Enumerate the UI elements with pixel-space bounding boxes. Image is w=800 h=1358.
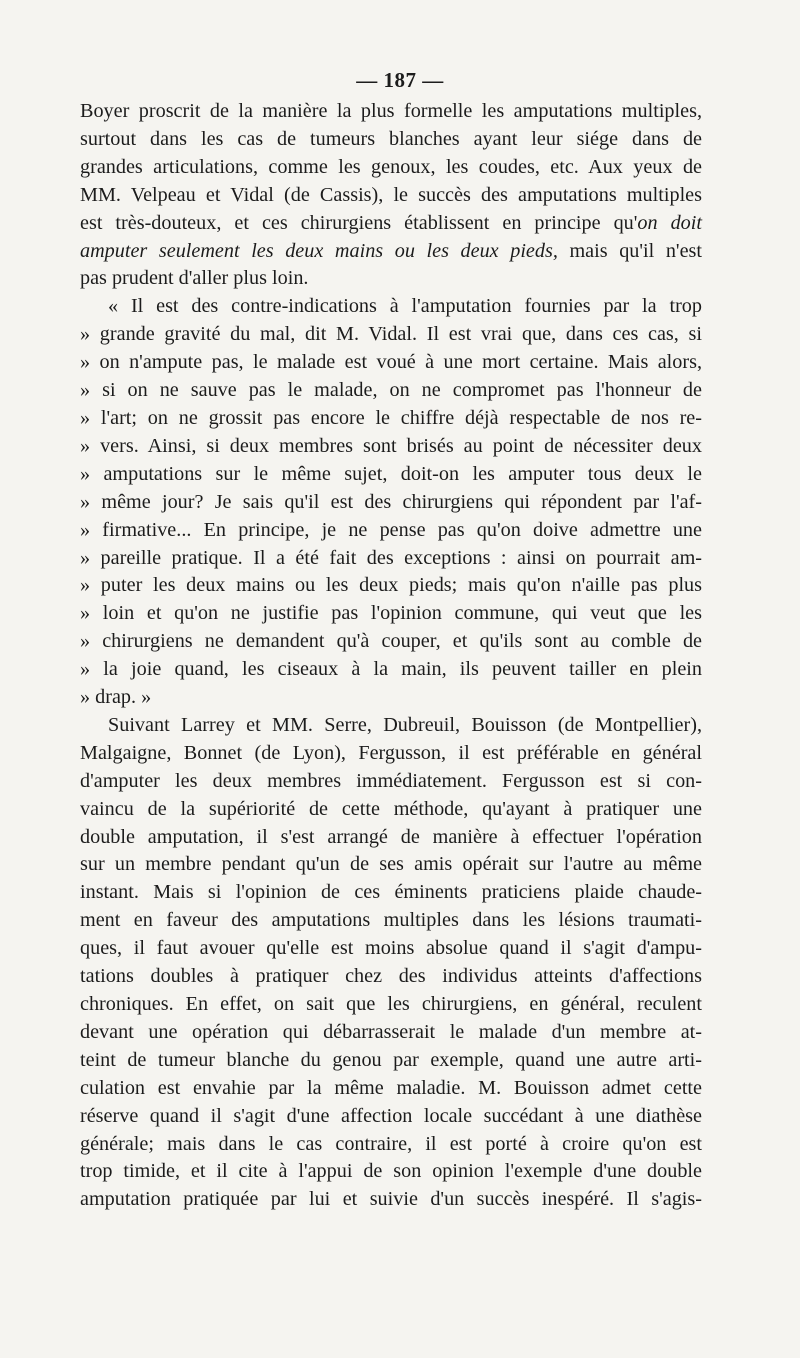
text-line: » chirurgiens ne demandent qu'à couper, et qu'ils sont au comble de [80, 630, 702, 653]
text-line: MM. Velpeau et Vidal (de Cassis), le succès des amputations multiples [80, 183, 702, 206]
text-line-mixed [80, 210, 702, 238]
italic-fragment: amputer seulement les deux mains ou les deux pieds, [80, 239, 558, 262]
text-line: » firmative... En principe, je ne pense pas qu'on doive admettre une [80, 518, 702, 541]
text-line: » puter les deux mains ou les deux pieds; mais qu'on n'aille pas plus [80, 574, 702, 597]
text-line: culation est envahie par la même maladie. M. Bouisson admet cette [80, 1076, 702, 1099]
text-line: instant. Mais si l'opinion de ces éminents praticiens plaide chaude- [80, 881, 702, 904]
text-line: ment en faveur des amputations multiples dans les lésions traumati- [80, 909, 702, 932]
text-line: « Il est des contre-indications à l'amputation fournies par la trop [108, 295, 702, 318]
text-line: pas prudent d'aller plus loin. [80, 267, 309, 290]
text-line: Malgaigne, Bonnet (de Lyon), Fergusson, il est préférable en général [80, 741, 702, 764]
text-line: » loin et qu'on ne justifie pas l'opinion commune, qui veut que les [80, 602, 702, 625]
text-line: devant une opération qui débarrasserait le malade d'un membre at- [80, 1020, 702, 1043]
text-line: tations doubles à pratiquer chez des individus atteints d'affections [80, 965, 702, 988]
text-line: » la joie quand, les ciseaux à la main, ils peuvent tailler en plein [80, 658, 702, 681]
text-line: vaincu de la supériorité de cette méthode, qu'ayant à pratiquer une [80, 797, 702, 820]
text-line: Suivant Larrey et MM. Serre, Dubreuil, Bouisson (de Montpellier), [108, 713, 702, 736]
text-line: grandes articulations, comme les genoux, les coudes, etc. Aux yeux de [80, 155, 702, 178]
text-line: double amputation, il s'est arrangé de manière à effectuer l'opération [80, 825, 702, 848]
text-line: réserve quand il s'agit d'une affection locale succédant à une diathèse [80, 1104, 702, 1127]
text-line: » même jour? Je sais qu'il est des chirurgiens qui répondent par l'af- [80, 490, 702, 513]
text-line: » l'art; on ne grossit pas encore le chiffre déjà respectable de nos re- [80, 406, 702, 429]
text-line: ques, il faut avouer qu'elle est moins absolue quand il s'agit d'ampu- [80, 937, 702, 960]
body-text [80, 98, 702, 1214]
text-line: d'amputer les deux membres immédiatement. Fergusson est si con- [80, 769, 702, 792]
text-line: Boyer proscrit de la manière la plus formelle les amputations multiples, [80, 100, 702, 122]
text-fragment: est très-douteux, et ces chirurgiens établissent en principe qu' [80, 211, 638, 234]
text-line: surtout dans les cas de tumeurs blanches ayant leur siége dans de [80, 127, 702, 150]
text-line: » si on ne sauve pas le malade, on ne compromet pas l'honneur de [80, 379, 702, 402]
text-line: » amputations sur le même sujet, doit-on les amputer tous deux le [80, 462, 702, 485]
text-line: » grande gravité du mal, dit M. Vidal. Il est vrai que, dans ces cas, si [80, 323, 702, 346]
text-line: » drap. » [80, 686, 152, 709]
text-line: » vers. Ainsi, si deux membres sont brisés au point de nécessiter deux [80, 434, 702, 457]
text-line: » on n'ampute pas, le malade est voué à une mort certaine. Mais alors, [80, 351, 702, 374]
text-line: amputation pratiquée par lui et suivie d'un succès inespéré. Il s'agis- [80, 1188, 702, 1211]
text-fragment: mais qu'il n'est [569, 239, 702, 262]
text-line: générale; mais dans le cas contraire, il est porté à croire qu'on est [80, 1132, 702, 1155]
text-line: sur un membre pendant qu'un de ses amis opérait sur l'autre au même [80, 853, 702, 876]
text-line-mixed [80, 238, 702, 266]
text-line: trop timide, et il cite à l'appui de son opinion l'exemple d'une double [80, 1160, 702, 1183]
italic-fragment: on doit [637, 211, 702, 234]
text-line: teint de tumeur blanche du genou par exemple, quand une autre arti- [80, 1048, 702, 1071]
text-line: » pareille pratique. Il a été fait des exceptions : ainsi on pourrait am- [80, 546, 702, 569]
page-number: — 187 — [356, 68, 444, 92]
text-line: chroniques. En effet, on sait que les chirurgiens, en général, reculent [80, 993, 702, 1015]
